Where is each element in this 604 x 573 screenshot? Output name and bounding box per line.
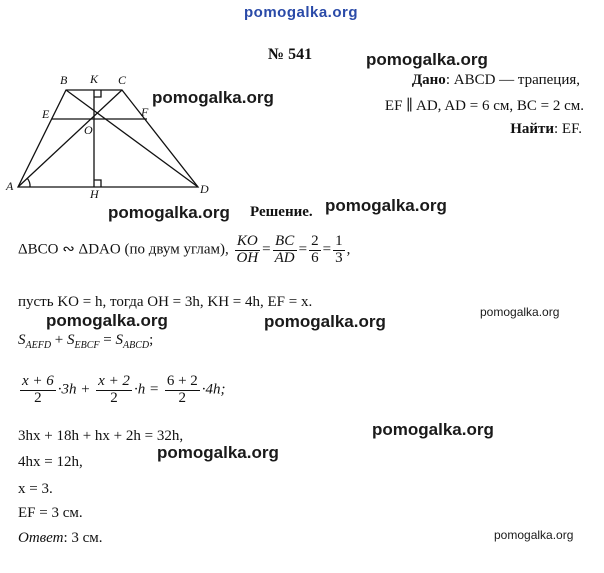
label-d: D xyxy=(200,182,209,196)
watermark: pomogalka.org xyxy=(372,420,494,439)
fraction-x2-2: $\frac{x + 2}{2}$ xyxy=(98,373,130,406)
watermark: pomogalka.org xyxy=(325,196,447,215)
find-line xyxy=(510,121,582,138)
watermark: pomogalka.org xyxy=(157,443,279,462)
trapezoid-figure xyxy=(0,70,240,200)
equation-line-c: x = 3. xyxy=(18,481,53,497)
given-line-2: EF ∥ AD, AD = 6 см, BC = 2 см. xyxy=(384,98,584,114)
equation-line-b: 4hx = 12h, xyxy=(18,454,83,470)
find-text: : EF. xyxy=(554,121,582,137)
watermark: pomogalka.org xyxy=(480,305,560,319)
given-line-1 xyxy=(412,72,580,89)
given-label: Дано xyxy=(411,72,446,88)
angle-arc-a xyxy=(27,178,30,187)
label-a: A xyxy=(6,179,14,193)
equation-line-d: EF = 3 см. xyxy=(18,505,83,521)
watermark: pomogalka.org xyxy=(46,311,168,330)
find-label: Найти xyxy=(510,121,555,137)
given-text-1: : ABCD — трапеция, xyxy=(445,72,580,88)
label-c: C xyxy=(118,73,127,87)
answer-label: Ответ xyxy=(18,530,64,546)
similarity-line: ΔBCO ∾ ΔDAO (по двум углам), $\frac{KO}{OH}$ = $\frac{BC}{AD}$ = $\frac{2}{6}$ = $\frac{1}{3}$ , xyxy=(18,233,351,266)
area-equation: $S_{AEFD} + S_{EBCF} = S_{ABCD}$; xyxy=(18,332,154,351)
right-angle-k xyxy=(94,90,101,97)
label-e: E xyxy=(42,107,50,121)
fraction-ko-oh: $\frac{KO}{OH}$ xyxy=(236,233,259,266)
label-k: K xyxy=(90,72,99,86)
fraction-bc-ad: $\frac{BC}{AD}$ xyxy=(274,233,295,266)
let-line: пусть KO = h, тогда OH = 3h, KH = 4h, EF = x. xyxy=(18,294,313,310)
label-b: B xyxy=(60,73,68,87)
watermark: pomogalka.org xyxy=(264,312,386,331)
watermark: pomogalka.org xyxy=(152,88,274,107)
problem-number: № 541 xyxy=(268,46,313,63)
solution-heading: Решение. xyxy=(250,204,313,220)
right-angle-h xyxy=(94,180,101,187)
trapezoid-outline xyxy=(18,90,198,187)
main-equation: $\frac{x + 6}{2}$ ·3h + $\frac{x + 2}{2}$ ·h = $\frac{6 + 2}{2}$ ·4h; xyxy=(22,373,226,406)
watermark: pomogalka.org xyxy=(366,50,488,69)
fraction-1-3: $\frac{1}{3}$ xyxy=(335,233,343,266)
watermark: pomogalka.org xyxy=(494,528,574,542)
fraction-2-6: $\frac{2}{6}$ xyxy=(311,233,319,266)
watermark-top: pomogalka.org xyxy=(244,4,359,21)
label-f: F xyxy=(141,105,149,119)
fraction-62-2: $\frac{6 + 2}{2}$ xyxy=(166,373,198,406)
similarity-text: ΔBCO ∾ ΔDAO (по двум углам), xyxy=(18,241,229,258)
equation-line-a: 3hx + 18h + hx + 2h = 32h, xyxy=(18,428,184,444)
fraction-x6-2: $\frac{x + 6}{2}$ xyxy=(22,373,54,406)
diagonal-ac xyxy=(18,90,122,187)
watermark: pomogalka.org xyxy=(108,203,230,222)
answer-line xyxy=(18,530,103,547)
label-o: O xyxy=(84,123,93,137)
label-h: H xyxy=(90,187,99,200)
diagonal-bd xyxy=(66,90,198,187)
answer-text: : 3 см. xyxy=(63,530,103,546)
